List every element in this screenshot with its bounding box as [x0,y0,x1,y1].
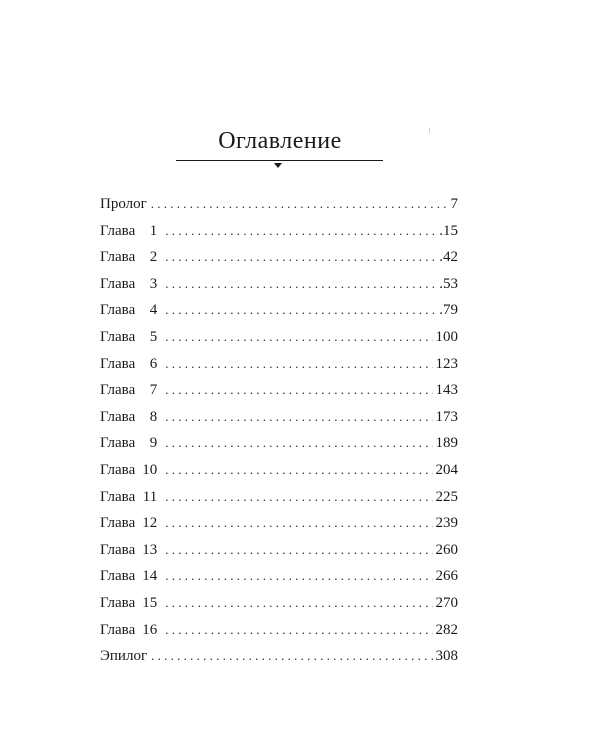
toc-entry-label [100,302,161,319]
dot-leader [165,329,432,345]
toc-entry[interactable] [100,302,458,329]
dot-leader [165,595,432,611]
toc-entry-title: Глава [100,249,136,266]
toc-entry-label [100,462,161,479]
toc-entry-title: Глава [100,621,136,638]
toc-entry-number: 7 [149,382,158,399]
toc-entry[interactable] [100,196,458,223]
toc-entry-number: 3 [149,275,158,292]
toc-entry-page: 204 [435,461,458,478]
dot-leader [151,648,432,664]
toc-entry[interactable] [100,409,458,436]
toc-entry-page: 260 [435,541,458,558]
toc-entry[interactable] [100,542,458,569]
toc-entry-page: 143 [435,382,458,399]
toc-entry-page: 189 [435,435,458,452]
toc-entry[interactable] [100,382,458,409]
toc-entry-page: 308 [435,648,458,665]
toc-entry[interactable] [100,356,458,383]
toc-title: Оглавление [218,128,342,154]
toc-entry-page: 7 [450,196,458,212]
dot-leader [165,249,436,265]
toc-entry[interactable] [100,276,458,303]
toc-entry-number: 4 [149,302,158,319]
page-speck [429,128,430,133]
toc-entry-page: 282 [435,621,458,638]
toc-entry-number: 16 [142,621,158,638]
toc-entry-label [100,249,161,266]
toc-entry-number: 11 [142,488,158,505]
toc-entry[interactable] [100,489,458,516]
toc-entry-label [100,568,161,585]
toc-entry-title: Глава [100,488,136,505]
toc-entry-label [100,329,161,346]
dot-leader [165,622,432,638]
dot-leader [151,196,448,212]
dot-leader [165,223,436,239]
table-of-contents [100,196,458,675]
toc-entry[interactable] [100,223,458,250]
dot-leader [165,515,432,531]
toc-entry-number: 13 [142,541,158,558]
toc-entry-title: Глава [100,515,136,532]
toc-entry-page: .15 [439,222,458,239]
toc-entry[interactable] [100,568,458,595]
toc-entry-page: 100 [435,328,458,345]
toc-entry[interactable] [100,515,458,542]
toc-entry[interactable] [100,462,458,489]
toc-entry-number: 6 [149,355,158,372]
toc-entry[interactable] [100,435,458,462]
toc-entry-title: Глава [100,302,136,319]
toc-entry-number: 1 [149,222,158,239]
toc-entry-title: Глава [100,408,136,425]
toc-entry-label [100,196,147,213]
toc-entry-number: 14 [142,568,158,585]
toc-entry-title: Глава [100,435,136,452]
toc-entry[interactable] [100,329,458,356]
toc-entry-label [100,409,161,426]
dot-leader [165,409,432,425]
dot-leader [165,276,436,292]
toc-entry-title: Глава [100,461,136,478]
toc-entry-number: 5 [149,328,158,345]
toc-entry-label [100,223,161,240]
toc-entry-page: 123 [435,355,458,372]
toc-entry-title: Пролог [100,196,147,212]
toc-entry-page: .53 [439,275,458,292]
toc-entry-label [100,595,161,612]
toc-entry-number: 10 [142,461,158,478]
dot-leader [165,489,432,505]
toc-entry-title: Глава [100,568,136,585]
toc-entry-title: Глава [100,355,136,372]
toc-entry-page: 270 [435,594,458,611]
toc-entry-title: Глава [100,222,136,239]
toc-entry-label [100,356,161,373]
toc-entry-title: Эпилог [100,648,148,665]
ornament-arrow-icon [274,163,282,168]
toc-entry-title: Глава [100,594,136,611]
toc-entry-title: Глава [100,275,136,292]
toc-entry-label [100,515,161,532]
toc-entry-page: 239 [435,515,458,532]
title-underline [176,160,383,161]
dot-leader [165,568,432,584]
toc-entry-number: 12 [142,515,158,532]
toc-entry-page: .42 [439,249,458,266]
dot-leader [165,356,432,372]
toc-entry-number: 9 [149,435,158,452]
toc-entry-number: 15 [142,594,158,611]
toc-entry-label [100,382,161,399]
toc-entry-label [100,435,161,452]
toc-entry-label [100,276,161,293]
toc-entry-label [100,648,147,665]
toc-entry-page: 173 [435,408,458,425]
dot-leader [165,302,436,318]
toc-entry-title: Глава [100,541,136,558]
toc-entry[interactable] [100,648,458,675]
toc-entry-page: 266 [435,568,458,585]
toc-entry-label [100,489,161,506]
toc-entry-number: 8 [149,408,158,425]
toc-entry-label [100,542,161,559]
dot-leader [165,435,432,451]
toc-entry-label [100,622,161,639]
toc-entry-number: 2 [149,249,158,266]
dot-leader [165,382,432,398]
toc-entry-title: Глава [100,328,136,345]
toc-entry[interactable] [100,249,458,276]
dot-leader [165,462,432,478]
toc-entry-title: Глава [100,382,136,399]
toc-entry-page: .79 [439,302,458,319]
toc-entry[interactable] [100,595,458,622]
toc-entry-page: 225 [435,488,458,505]
toc-entry[interactable] [100,622,458,649]
dot-leader [165,542,432,558]
